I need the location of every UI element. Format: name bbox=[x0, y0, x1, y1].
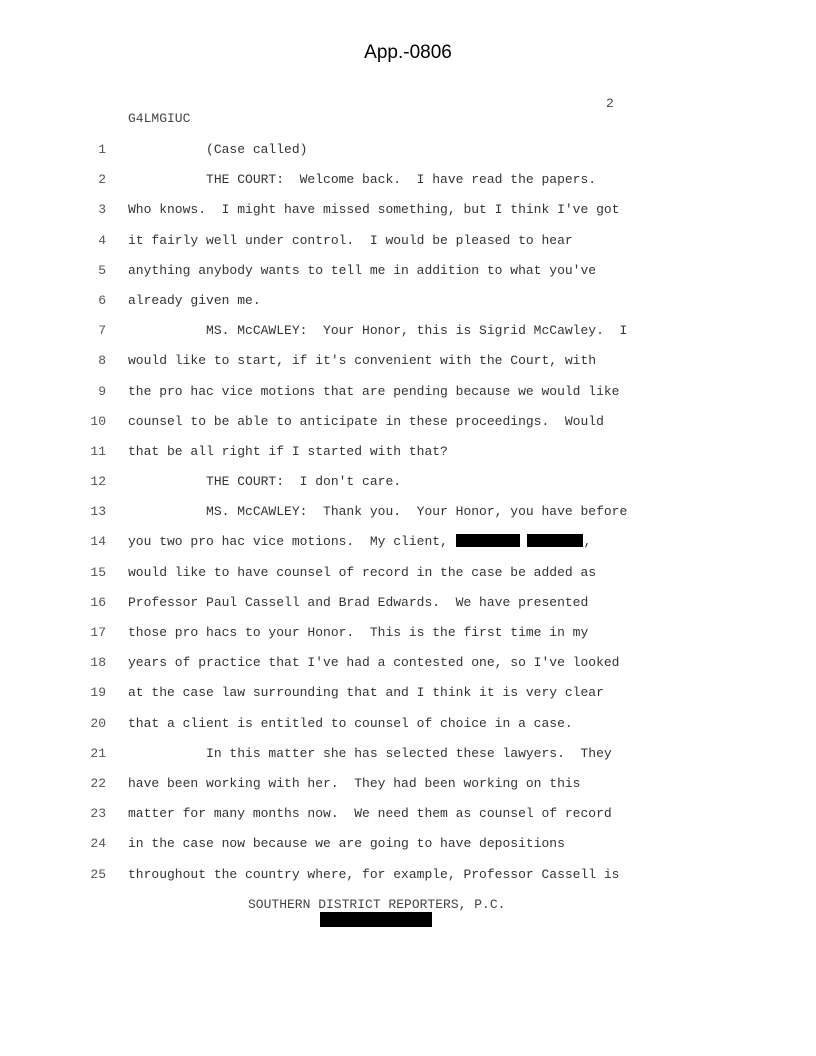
line-number: 4 bbox=[98, 232, 106, 248]
line-text: Professor Paul Cassell and Brad Edwards. We have presented bbox=[128, 594, 589, 610]
page-number: 2 bbox=[606, 96, 614, 111]
line-text: it fairly well under control. I would be pleased to hear bbox=[128, 232, 573, 248]
transcript-line bbox=[0, 806, 816, 836]
redaction-bar bbox=[456, 534, 520, 547]
line-number: 10 bbox=[90, 413, 106, 429]
line-number: 2 bbox=[98, 172, 106, 188]
line-number: 13 bbox=[90, 504, 106, 520]
footer-redaction-bar bbox=[320, 912, 432, 927]
line-number: 14 bbox=[90, 534, 106, 550]
line-number: 17 bbox=[90, 625, 106, 640]
transcript-line bbox=[0, 685, 816, 715]
transcript-line bbox=[0, 384, 816, 414]
transcript-line bbox=[0, 323, 816, 353]
line-text: that be all right if I started with that? bbox=[128, 443, 448, 459]
line-text: have been working with her. They had been working on this bbox=[128, 775, 581, 791]
line-number: 6 bbox=[98, 292, 106, 308]
transcript-line bbox=[0, 444, 816, 474]
transcript-line bbox=[0, 474, 816, 504]
line-text: In this matter she has selected these lawyers. They bbox=[128, 745, 612, 761]
line-number: 12 bbox=[90, 474, 106, 490]
line-text: matter for many months now. We need them as counsel of record bbox=[128, 806, 612, 822]
transcript-line bbox=[0, 263, 816, 293]
line-text: you two pro hac vice motions. My client, bbox=[128, 534, 456, 550]
transcript-line bbox=[0, 202, 816, 232]
line-suffix: , bbox=[583, 534, 592, 550]
transcript-line bbox=[0, 655, 816, 685]
line-text: in the case now because we are going to have depositions bbox=[128, 836, 565, 852]
line-text: at the case law surrounding that and I think it is very clear bbox=[128, 685, 604, 701]
transcript-line bbox=[0, 565, 816, 595]
line-text-with-redaction bbox=[128, 534, 591, 550]
line-text: counsel to be able to anticipate in these proceedings. Would bbox=[128, 413, 604, 429]
line-text: THE COURT: I don't care. bbox=[128, 474, 402, 490]
transcript-line bbox=[0, 142, 816, 172]
line-text: the pro hac vice motions that are pending because we would like bbox=[128, 383, 620, 399]
transcript-line bbox=[0, 836, 816, 866]
transcript-line bbox=[0, 414, 816, 444]
line-number: 22 bbox=[90, 775, 106, 791]
line-text: throughout the country where, for example, Professor Cassell is bbox=[128, 866, 620, 882]
line-number: 16 bbox=[90, 594, 106, 610]
bates-stamp: App.-0806 bbox=[364, 42, 452, 63]
transcript-line bbox=[0, 504, 816, 534]
transcript-line bbox=[0, 233, 816, 263]
line-number: 1 bbox=[98, 142, 106, 157]
transcript-line bbox=[0, 595, 816, 625]
transcript-line bbox=[0, 746, 816, 776]
line-text: would like to start, if it's convenient with the Court, with bbox=[128, 353, 597, 369]
line-text: already given me. bbox=[128, 292, 261, 308]
transcript-line bbox=[0, 293, 816, 323]
reporter-footer: SOUTHERN DISTRICT REPORTERS, P.C. bbox=[248, 897, 506, 912]
line-number: 8 bbox=[98, 353, 106, 369]
transcript-lines bbox=[0, 142, 816, 897]
redaction-bar bbox=[527, 534, 583, 547]
line-number: 3 bbox=[98, 202, 106, 218]
line-text: would like to have counsel of record in the case be added as bbox=[128, 564, 597, 580]
line-text: Who knows. I might have missed something, but I think I've got bbox=[128, 202, 620, 218]
transcript-line bbox=[0, 353, 816, 383]
transcript-line bbox=[0, 625, 816, 655]
transcript-line bbox=[0, 716, 816, 746]
line-number: 25 bbox=[90, 866, 106, 882]
line-number: 18 bbox=[90, 655, 106, 671]
transcript-line bbox=[0, 534, 816, 564]
line-text: those pro hacs to your Honor. This is the first time in my bbox=[128, 625, 589, 640]
line-number: 21 bbox=[90, 745, 106, 761]
line-number: 11 bbox=[90, 443, 106, 459]
line-number: 20 bbox=[90, 715, 106, 731]
line-text: anything anybody wants to tell me in addition to what you've bbox=[128, 262, 597, 278]
line-number: 15 bbox=[90, 564, 106, 580]
line-text: that a client is entitled to counsel of choice in a case. bbox=[128, 715, 573, 731]
line-text: MS. McCAWLEY: Thank you. Your Honor, you have before bbox=[128, 504, 628, 520]
line-number: 23 bbox=[90, 806, 106, 822]
case-identifier: G4LMGIUC bbox=[128, 111, 191, 126]
line-text: THE COURT: Welcome back. I have read the papers. bbox=[128, 172, 597, 188]
line-number: 24 bbox=[90, 836, 106, 852]
line-number: 7 bbox=[98, 323, 106, 339]
line-number: 19 bbox=[90, 685, 106, 701]
line-text: (Case called) bbox=[128, 142, 308, 157]
line-number: 5 bbox=[98, 262, 106, 278]
line-number: 9 bbox=[98, 383, 106, 399]
transcript-line bbox=[0, 172, 816, 202]
transcript-line bbox=[0, 776, 816, 806]
line-text: years of practice that I've had a contested one, so I've looked bbox=[128, 655, 620, 671]
transcript-line bbox=[0, 867, 816, 897]
line-text: MS. McCAWLEY: Your Honor, this is Sigrid McCawley. I bbox=[128, 323, 628, 339]
